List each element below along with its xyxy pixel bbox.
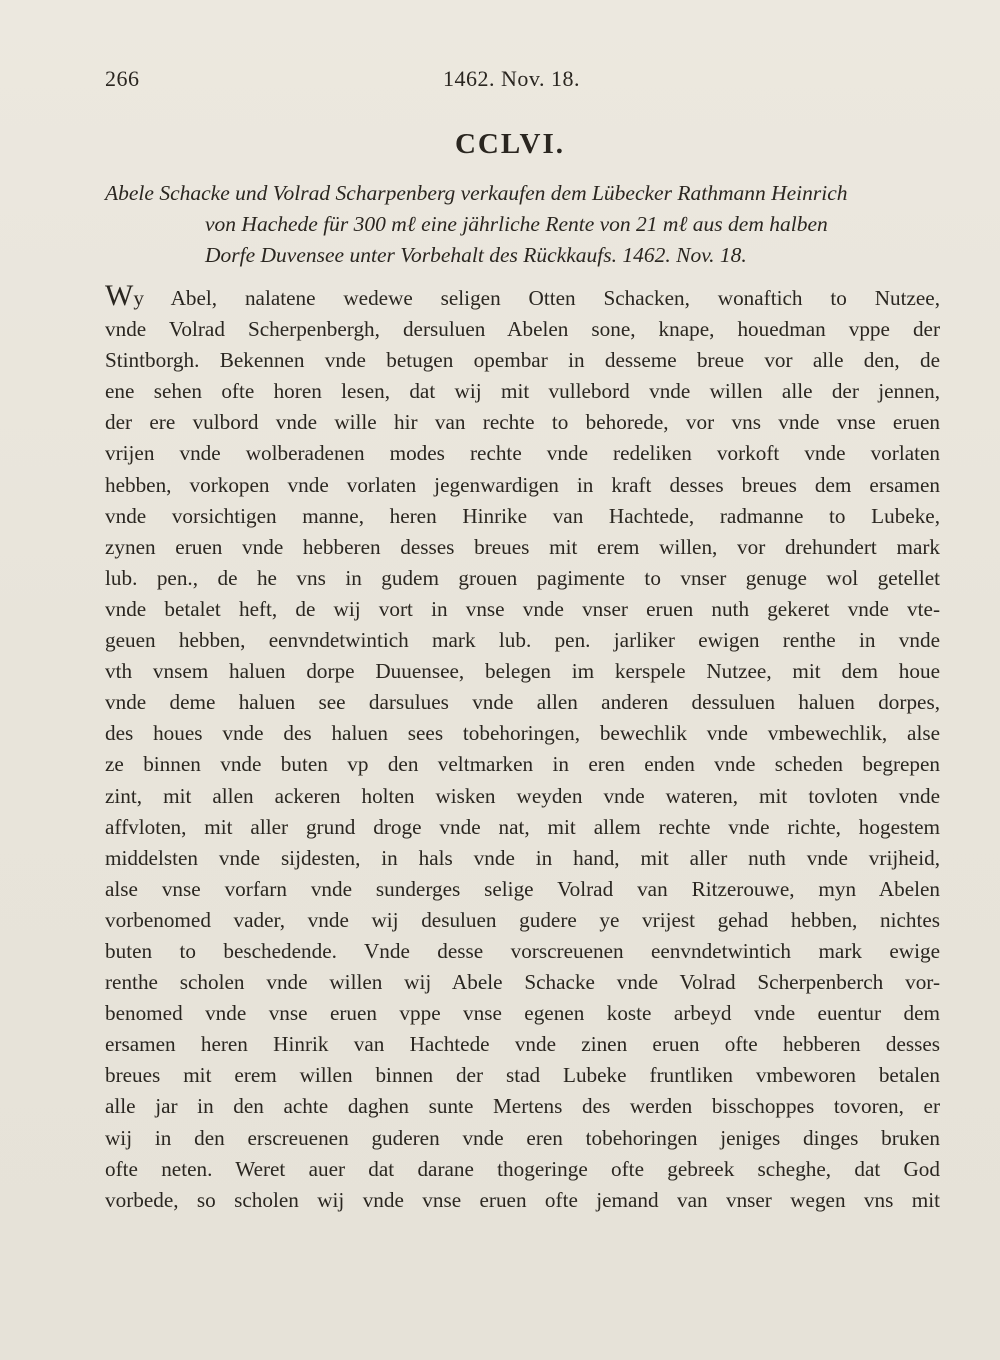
body-line: zynen eruen vnde hebberen desses breues mit erem willen, vor drehundert mark <box>105 534 940 559</box>
summary-line: von Hachede für 300 mℓ eine jährliche Rente von 21 mℓ aus dem halben <box>205 212 828 236</box>
page-number: 266 <box>105 66 140 91</box>
body-line-first <box>105 279 940 314</box>
body-line: Stintborgh. Bekennen vnde betugen opembar in desseme breue vor alle den, de <box>105 348 940 373</box>
body-line: wij in den erscreuenen guderen vnde eren tobehoringen jeniges dinges bruken <box>105 1125 940 1150</box>
body-line: buten to beschedende. Vnde desse vorscreuenen eenvndetwintich mark ewige <box>105 938 940 963</box>
body-line: zint, mit allen ackeren holten wisken weyden vnde wateren, mit tovloten vnde <box>105 783 940 808</box>
body-line: vrijen vnde wolberadenen modes rechte vnde redeliken vorkoft vnde vorlaten <box>105 441 940 466</box>
body-line: vorbenomed vader, vnde wij desuluen gudere ye vrijest gehad hebben, nichtes <box>105 907 940 932</box>
summary-line: Dorfe Duvensee unter Vorbehalt des Rückkaufs. 1462. Nov. 18. <box>205 243 747 267</box>
document-body <box>105 279 940 1216</box>
body-line: ofte neten. Weret auer dat darane thogeringe ofte gebreek scheghe, dat God <box>105 1156 940 1181</box>
body-line: ene sehen ofte horen lesen, dat wij mit vullebord vnde willen alle der jennen, <box>105 379 940 404</box>
body-line: affvloten, mit aller grund droge vnde nat, mit allem rechte vnde richte, hogestem <box>105 814 940 839</box>
body-line: der ere vulbord vnde wille hir van rechte to behorede, vor vns vnde vnse eruen <box>105 410 940 435</box>
body-line: renthe scholen vnde willen wij Abele Schacke vnde Volrad Scherpenberch vor- <box>105 970 940 995</box>
body-line: ersamen heren Hinrik van Hachtede vnde zinen eruen ofte hebberen desses <box>105 1032 940 1057</box>
body-line: breues mit erem willen binnen der stad Lubeke fruntliken vmbeworen betalen <box>105 1063 940 1088</box>
body-line: vth vnsem haluen dorpe Duuensee, belegen im kerspele Nutzee, mit dem houe <box>105 659 940 684</box>
body-line: alse vnse vorfarn vnde sunderges selige Volrad van Ritzerouwe, myn Abelen <box>105 876 940 901</box>
body-line: alle jar in den achte daghen sunte Mertens des werden bisschoppes tovoren, er <box>105 1094 940 1119</box>
running-head <box>105 66 925 96</box>
body-line: vnde Volrad Scherpenbergh, dersuluen Abelen sone, knape, houedman vppe der <box>105 317 940 342</box>
body-line: des houes vnde des haluen sees tobehoringen, bewechlik vnde vmbewechlik, alse <box>105 721 940 746</box>
body-line-first-text: y Abel, nalatene wedewe seligen Otten Schacken, wonaftich to Nutzee, <box>133 286 940 310</box>
running-head-date: 1462. Nov. 18. <box>443 66 580 91</box>
body-line: hebben, vorkopen vnde vorlaten jegenwardigen in kraft desses breues dem ersamen <box>105 472 940 497</box>
body-line: vnde betalet heft, de wij vort in vnse vnde vnser eruen nuth gekeret vnde vte- <box>105 596 940 621</box>
document-number-heading: CCLVI. <box>454 128 566 160</box>
body-line: lub. pen., de he vns in gudem grouen pagimente to vnser genuge wol getellet <box>105 565 940 590</box>
body-line: benomed vnde vnse eruen vppe vnse egenen koste arbeyd vnde euentur dem <box>105 1001 940 1026</box>
body-line: vnde vorsichtigen manne, heren Hinrike van Hachtede, radmanne to Lubeke, <box>105 503 940 528</box>
summary-line: Abele Schacke und Volrad Scharpenberg verkaufen dem Lübecker Rathmann Heinrich <box>105 181 848 205</box>
body-line: geuen hebben, eenvndetwintich mark lub. pen. jarliker ewigen renthe in vnde <box>105 628 940 653</box>
body-line: vnde deme haluen see darsulues vnde allen anderen dessuluen haluen dorpes, <box>105 690 940 715</box>
body-line: vorbede, so scholen wij vnde vnse eruen ofte jemand van vnser wegen vns mit <box>105 1187 940 1212</box>
body-line: ze binnen vnde buten vp den veltmarken in eren enden vnde scheden begrepen <box>105 752 940 777</box>
body-line: middelsten vnde sijdesten, in hals vnde in hand, mit aller nuth vnde vrijheid, <box>105 845 940 870</box>
drop-initial: W <box>105 279 134 312</box>
document-summary <box>105 178 935 271</box>
